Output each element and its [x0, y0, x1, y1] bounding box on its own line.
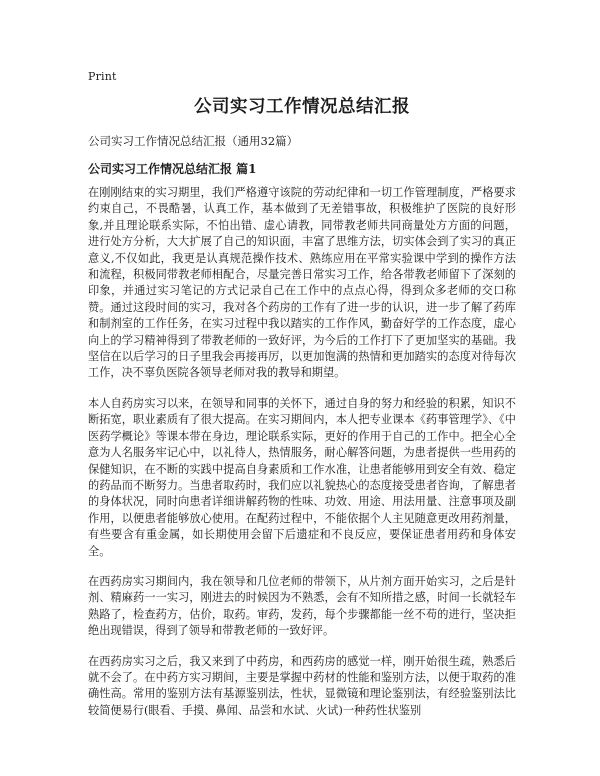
document-subtitle: 公司实习工作情况总结汇报（通用32篇） — [88, 134, 299, 148]
print-link[interactable]: Print — [88, 70, 117, 83]
paragraph-3: 在西药房实习期间内，我在领导和几位老师的带领下，从片剂方面开始实习，之后是针剂、精麻药一一实习，刚进去的时候因为不熟悉，会有不知所措之感，时间一长就轻车熟路了，检查药方，估价，取药。审药，发药，每个步骤都能一丝不苟的进行，坚决拒绝出现错误，得到了领导和带教老师的一致好评。 — [88, 574, 516, 638]
document-body — [88, 185, 516, 733]
section-heading: 公司实习工作情况总结汇报 篇1 — [88, 162, 257, 176]
paragraph-4: 在西药房实习之后，我又来到了中药房，和西药房的感觉一样，刚开始很生疏，熟悉后就不会了。在中药方实习期间，主要是掌握中药材的性能和鉴别方法，以便于取药的准确性高。常用的鉴别方法有基源鉴别法，性状，显微镜和理论鉴别法，有经验鉴别法比较简便易行(眼看、手摸、鼻闻、品尝和水试、火试)一种药性状鉴别 — [88, 654, 516, 717]
paragraph-2: 本人自药房实习以来，在领导和同事的关怀下，通过自身的努力和经验的积累，知识不断拓宽，职业素质有了很大提高。在实习期间内，本人把专业课本《药事管理学》、《中医药学概论》等课本带在身边，理论联系实际，更好的作用于自己的工作中。把全心全意为人名服务牢记心中，以礼待人，热情服务，耐心解答问题，为患者提供一些用药的保健知识，在不断的实践中提高自身素质和工作水准，让患者能够用到安全有效、稳定的药品而不断努力。当患者取药时，我们应以礼貌热心的态度接受患者咨询，了解患者的身体状况，同时向患者详细讲解药物的性味、功效、用途、用法用量、注意事项及副作用，以便患者能够放心使用。在配药过程中，不能依据个人主见随意更改用药剂量，有些要含有重金属，如长期使用会留下后遗症和不良反应，要保证患者用药和身体安全。 — [88, 396, 516, 558]
page-title: 公司实习工作情况总结汇报 — [194, 97, 410, 117]
paragraph-1: 在刚刚结束的实习期里，我们严格遵守该院的劳动纪律和一切工作管理制度，严格要求约束自己，不畏酷暑，认真工作，基本做到了无差错事故，积极维护了医院的良好形象,并且理论联系实际，不怕出错、虚心请教，同带教老师共同商量处方方面的问题，进行处方分析，大大扩展了自己的知识面，丰富了思维方法，切实体会到了实习的真正意义,不仅如此，我更是认真规范操作技术、熟练应用在平常实验课中学到的操作方法和流程，积极同带教老师相配合，尽量完善日常实习工作，给各带教老师留下了深刻的印象，并通过实习笔记的方式记录自己在工作中的点点心得，得到众多老师的交口称赞。通过这段时间的实习，我对各个药房的工作有了进一步的认识，进一步了解了药库和制剂室的工作任务，在实习过程中我以踏实的工作作风，勤奋好学的工作态度，虚心向上的学习精神得到了带教老师的一致好评，为今后的工作打下了更加坚实的基础。我坚信在以后学习的日子里我会再接再厉，以更加饱满的热情和更加踏实的态度对待每次工作，决不辜负医院各领导老师对我的教导和期望。 — [88, 186, 516, 380]
